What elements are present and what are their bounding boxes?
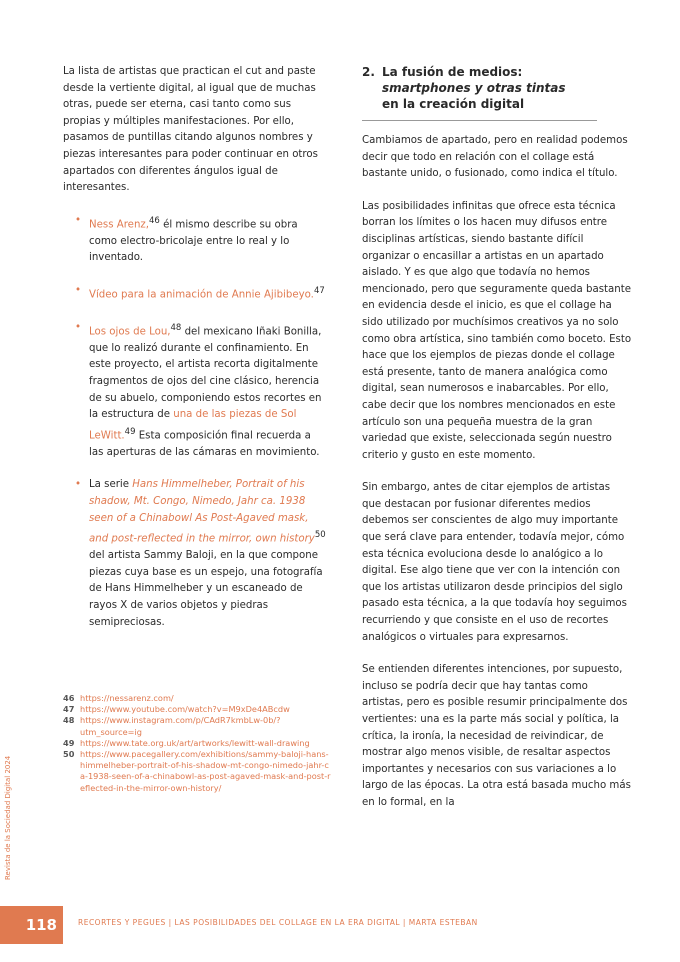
footnote-link[interactable]: https://nessarenz.com/	[80, 693, 174, 703]
item-text: del artista Sammy Baloji, en la que compone piezas cuya base es un espejo, una fotografía de Hans Himmelheber y un escaneado de rayos X de varios objetos y piedras semipreciosas.	[89, 550, 323, 628]
footnote-link[interactable]: https://www.pacegallery.com/exhibitions/sammy-baloji-hans-himmelheber-portrait-of-his-shadow-mt-congo-nimedo-jahr-ca-1938-seen-of-a-chinabowl-as-post-agaved-mask-and-post-reflected-in-the-mirror-own-history/	[80, 749, 331, 793]
link[interactable]: Los ojos de Lou,	[89, 326, 171, 338]
list-item	[63, 213, 328, 267]
paragraph: Sin embargo, antes de citar ejemplos de artistas que destacan por fusionar diferentes medios debemos ser conscientes de algo muy importante que será clave para entender, todavía mejor, cómo esta técnica evoluciona desde lo analógico a lo digital. Ese algo tiene que ver con la intención con que los artistas utilizaron desde principios del siglo pasado esta técnica, a la que todavía hoy seguimos recurriendo y que consiste en el uso de recortes analógicos o virtuales para expresarnos.	[362, 482, 627, 643]
link[interactable]: Ness Arenz,	[89, 219, 149, 231]
footnote-link[interactable]: https://www.instagram.com/p/CAdR7kmbLw-0b/?utm_source=ig	[80, 715, 281, 737]
footnote-link[interactable]: https://www.youtube.com/watch?v=M9xDe4ABcdw	[80, 704, 290, 715]
footnote	[63, 704, 333, 715]
link[interactable]: Vídeo para la animación de Annie Ajibibeyo.	[89, 289, 314, 301]
footnote-ref[interactable]: 48	[170, 322, 182, 333]
right-column	[362, 64, 632, 828]
paragraph: Las posibilidades infinitas que ofrece esta técnica borran los límites o los hacen muy difusos entre disciplinas artísticas, siendo bastante difícil organizar o encasillar a artistas en un apartado aislado. Y es que algo que todavía no hemos mencionado, pero que seguramente queda bastante en evidencia desde el inicio, es que el collage ha sido utilizado por muchísimos creativos ya no solo como obra artística, sino también como boceto. Esto hace que los ejemplos de piezas donde el collage está presente, tanto de manera analógica como digital, sean numerosos e inabarcables. Por ello, cabe decir que los nombres mencionados en este artículo son una pequeña muestra de la gran variedad que existe, seleccionada según nuestro criterio y gusto en este momento.	[362, 200, 632, 461]
heading-line: smartphones y otras tintas	[382, 81, 566, 95]
footnote	[63, 693, 333, 704]
footnote	[63, 749, 333, 794]
heading-line: en la creación digital	[382, 97, 525, 111]
footnote-link[interactable]: https://www.tate.org.uk/art/artworks/lewitt-wall-drawing	[80, 737, 310, 748]
footnote	[63, 715, 333, 737]
item-text: del mexicano Iñaki Bonilla, que lo realizó durante el confinamiento. En este proyecto, el artista recorta digitalmente fragmentos de ojos del cine clásico, herencia de su abuelo, componiendo estos recortes en la estructura de	[89, 326, 322, 421]
footnote-number: 50	[63, 749, 75, 760]
item-text: él mismo describe su obra como electro-bricolaje entre lo real y lo inventado.	[89, 219, 298, 264]
footnote-number: 46	[63, 693, 75, 703]
footnotes	[63, 693, 333, 794]
item-text: Esta composición final recuerda a las aperturas de las cámaras en movimiento.	[89, 430, 320, 458]
heading-divider	[362, 120, 597, 121]
item-text: La serie	[89, 479, 133, 491]
side-running-text: Revista de la Sociedad Digital 2024	[4, 755, 12, 880]
paragraph: Cambiamos de apartado, pero en realidad podemos decir que todo en relación con el collage está bastante unido, o fusionado, como indica el título.	[362, 135, 628, 180]
list-item	[63, 477, 328, 631]
footnote-number: 47	[63, 704, 75, 715]
section-heading	[362, 64, 632, 112]
footnote-ref[interactable]: 49	[124, 426, 136, 437]
footnote-ref[interactable]: 47	[313, 285, 325, 296]
heading-line: La fusión de medios:	[382, 65, 523, 79]
heading-number: 2.	[362, 65, 375, 79]
artist-list	[63, 213, 328, 631]
list-item	[63, 283, 328, 304]
footnote-number: 49	[63, 737, 75, 748]
list-item	[63, 320, 328, 462]
left-column	[63, 64, 328, 647]
footnote-ref[interactable]: 50	[314, 530, 326, 541]
running-footer: RECORTES Y PEGUES | LAS POSIBILIDADES DEL COLLAGE EN LA ERA DIGITAL | MARTA ESTEBAN	[78, 918, 478, 927]
intro-paragraph: La lista de artistas que practican el cut and paste desde la vertiente digital, al igual que de muchas otras, puede ser eterna, casi tanto como sus propias y múltiples manifestaciones. Por ello, pasamos de puntillas citando algunos nombres y piezas interesantes para poder continuar en otros apartados con diferentes ángulos igual de interesantes.	[63, 66, 318, 194]
footnote-ref[interactable]: 46	[149, 215, 160, 226]
footnote	[63, 738, 333, 749]
link[interactable]: una de las piezas de Sol LeWitt.	[89, 409, 297, 442]
paragraph: Se entienden diferentes intenciones, por supuesto, incluso se podría decir que hay tantas como artistas, pero es posible resumir principalmente dos vertientes: una es la parte más social y política, la crítica, la ironía, la necesidad de reivindicar, de mostrar algo menos visible, de resaltar aspectos importantes y necesarios con sus variaciones a lo largo de las épocas. La otra está basada mucho más en lo formal, en la	[362, 664, 631, 808]
link[interactable]: Hans Himmelheber, Portrait of his shadow, Mt. Congo, Nimedo, Jahr ca. 1938 seen of a Chinabowl As Post-Agaved mask, and post-reflected in the mirror, own history	[89, 479, 315, 545]
page-number: 118	[0, 906, 63, 944]
footnote-number: 48	[63, 715, 75, 726]
